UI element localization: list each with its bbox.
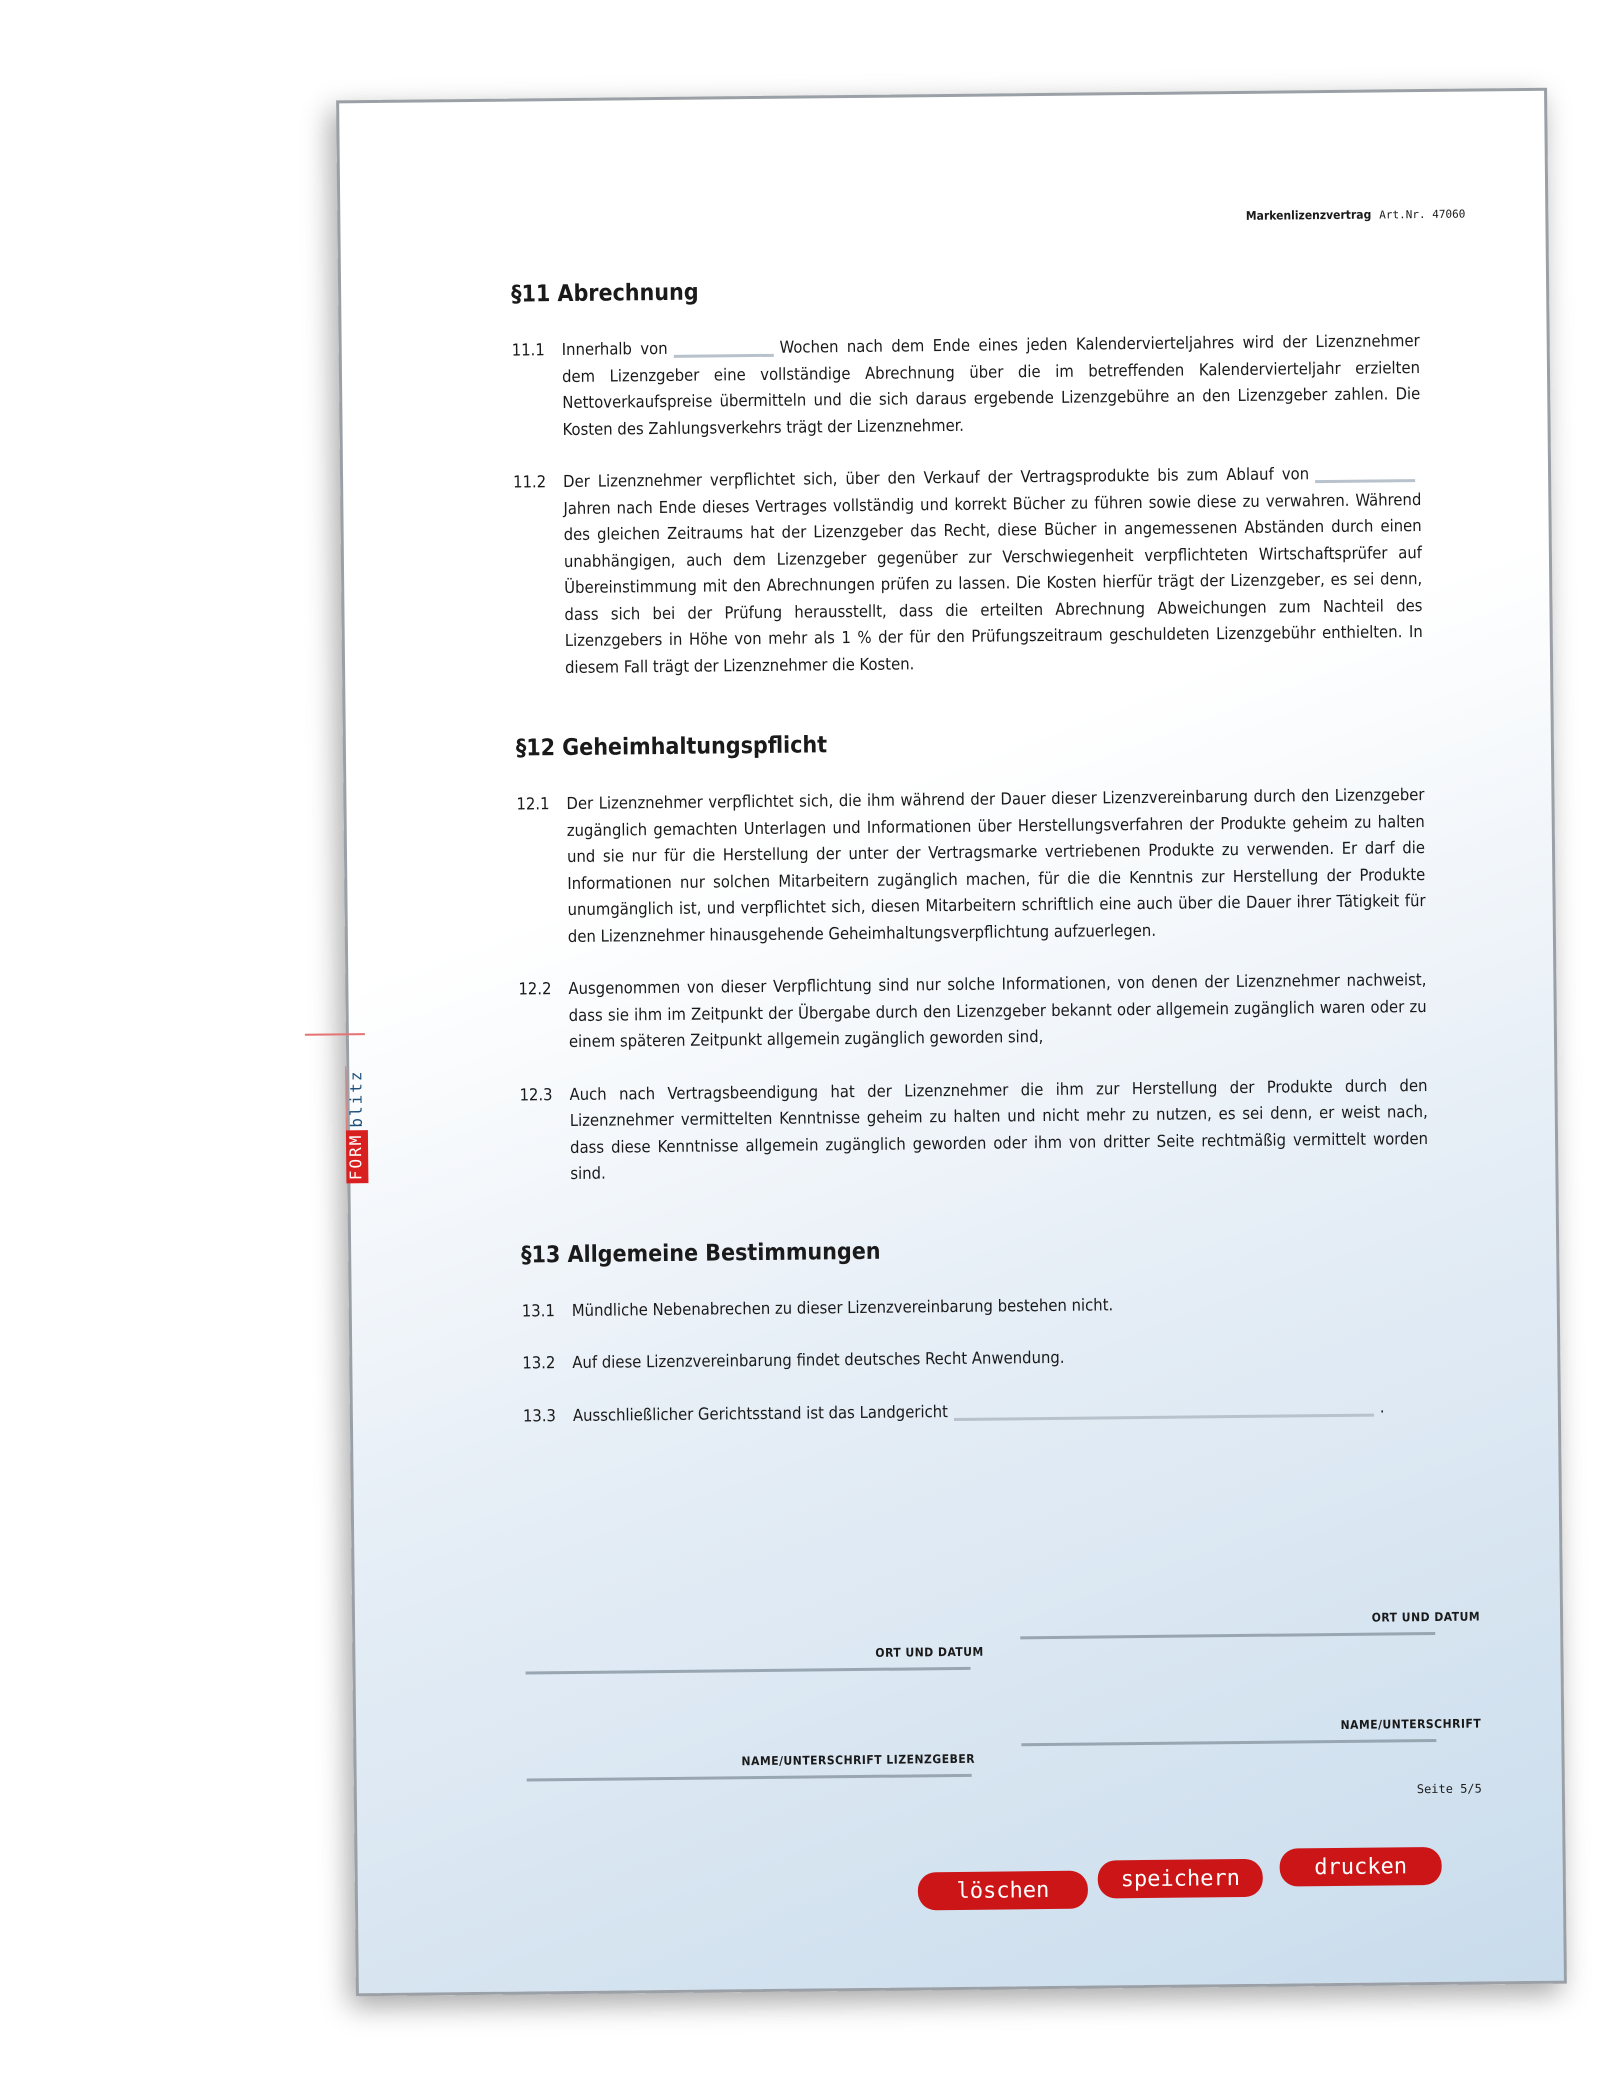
clause-12-2 bbox=[518, 967, 1427, 1056]
clause-13-3 bbox=[523, 1394, 1431, 1430]
clause-number: 12.1 bbox=[516, 794, 550, 814]
section-12 bbox=[516, 726, 1429, 1188]
clause-11-1 bbox=[512, 328, 1421, 444]
court-input[interactable] bbox=[954, 1413, 1374, 1420]
logo-blitz: blitz bbox=[345, 1066, 368, 1130]
clause-text: Wochen nach dem Ende eines jeden Kalendervierteljahres wird der Lizenznehmer dem Lizenzgeber eine vollständige Abrechnung über die im betreffenden Kalendervierteljahr erzielten Nettoverkaufspreise übermitteln und die sich daraus ergebende Lizenzgebühre an den Lizenzgeber zahlen. Die Kosten des Zahlungsverkehrs trägt der Lizenznehmer. bbox=[561, 331, 1421, 439]
delete-button[interactable]: löschen bbox=[918, 1871, 1088, 1911]
clause-number: 12.2 bbox=[518, 979, 552, 999]
sig-label-place-date-right: ORT UND DATUM bbox=[1371, 1609, 1481, 1625]
section-title: §11 Abrechnung bbox=[511, 279, 699, 308]
clause-text: Der Lizenznehmer verpflichtet sich, die ihm während der Dauer dieser Lizenzvereinbarung durch den Lizenzgeber zugänglich gemachten Unterlagen und Informationen über Herstellungsverfahren der Produkte geheim zu halten und sie nur für die Herstellung der unter der Vertragsmarke vertriebenen Produkte zu verwenden. Er darf die Informationen nur solchen Mitarbeitern zugänglich machen, für die die Kenntnis zur Herstellung der Produkte unumgänglich ist, und verpflichtet sich, diesen Mitarbeitern schriftlich eine auch über die Dauer ihrer Tätigkeit für den Lizenznehmer hinausgehende Geheimhaltungsverpflichtung aufzuerlegen. bbox=[566, 785, 1426, 946]
sig-line-licensee[interactable] bbox=[1021, 1739, 1436, 1746]
sig-line-licensor[interactable] bbox=[527, 1774, 972, 1782]
clause-number: 11.1 bbox=[511, 340, 545, 360]
clause-11-2 bbox=[513, 460, 1423, 681]
clause-12-3 bbox=[519, 1073, 1428, 1189]
sig-label-licensee: NAME/UNTERSCHRIFT bbox=[1340, 1716, 1482, 1732]
clause-text: Jahren nach Ende dieses Vertrages vollständig und korrekt Bücher zu führen sowie diese zu verwahren. Während des gleichen Zeitraums hat der Lizenzgeber das Recht, diese Bücher in angemessenen Abständen durch einen unabhängigen, auch dem Lizenzgeber gegenüber zur Verschwiegenheit verpflichteten Wirtschaftsprüfer auf Übereinstimmung mit den Abrechnungen prüfen zu lassen. Die Kosten hierfür trägt der Lizenzgeber, es sei denn, dass sich bei der Prüfung herausstellt, dass die erteilten Abrechnung Abweichungen zum Nachteil des Lizenzgebers in Höhe von mehr als 1 % der für den Prüfungszeitraum geschuldeten Lizenzgebühr enthielten. In diesem Fall trägt der Lizenznehmer die Kosten. bbox=[563, 489, 1423, 677]
clause-text: Der Lizenznehmer verpflichtet sich, über den Verkauf der Vertragsprodukte bis zum Ablauf von bbox=[563, 464, 1310, 492]
sig-line-place-date-left[interactable] bbox=[526, 1667, 971, 1675]
clause-12-1 bbox=[516, 782, 1426, 950]
document-header bbox=[1246, 207, 1466, 223]
sig-line-place-date-right[interactable] bbox=[1020, 1632, 1435, 1639]
section-13 bbox=[521, 1233, 1431, 1430]
clause-number: 13.2 bbox=[522, 1353, 556, 1373]
save-button[interactable]: speichern bbox=[1098, 1859, 1263, 1899]
clause-text: Innerhalb von bbox=[561, 338, 668, 360]
weeks-input[interactable] bbox=[674, 354, 774, 358]
section-title: §13 Allgemeine Bestimmungen bbox=[521, 1238, 881, 1269]
sig-label-licensor: NAME/UNTERSCHRIFT LIZENZGEBER bbox=[741, 1751, 976, 1769]
clause-13-2 bbox=[522, 1341, 1430, 1377]
print-button[interactable]: drucken bbox=[1279, 1847, 1441, 1887]
clause-text: Auf diese Lizenzvereinbarung findet deutsches Recht Anwendung. bbox=[572, 1347, 1065, 1372]
section-11 bbox=[511, 272, 1423, 681]
clause-number: 11.2 bbox=[513, 472, 547, 492]
clause-number: 12.3 bbox=[519, 1084, 553, 1105]
clause-text: Mündliche Nebenabrechen zu dieser Lizenzvereinbarung bestehen nicht. bbox=[571, 1294, 1114, 1320]
clause-13-1 bbox=[522, 1289, 1430, 1325]
section-title: §12 Geheimhaltungspflicht bbox=[515, 732, 828, 762]
clause-text: Auch nach Vertragsbeendigung hat der Lizenznehmer die ihm zur Herstellung der Produkte durch den Lizenznehmer vermittelten Kenntnisse geheim zu halten und nicht mehr zu nutzen, es sei denn, er weist nach, dass diese Kenntnisse allgemein zugänglich geworden oder ihm von dritter Seite rechtmäßig vermittelt worden sind. bbox=[569, 1075, 1429, 1183]
clause-number: 13.3 bbox=[522, 1405, 557, 1426]
years-input[interactable] bbox=[1315, 479, 1415, 483]
logo-form: FORM bbox=[346, 1131, 369, 1184]
clause-text: Ausschließlicher Gerichtsstand ist das Landgericht bbox=[572, 1401, 948, 1425]
page-number: Seite 5/5 bbox=[1416, 1781, 1482, 1797]
article-number: Art.Nr. 47060 bbox=[1379, 207, 1466, 222]
sig-label-place-date-left: ORT UND DATUM bbox=[875, 1644, 984, 1660]
clause-text: Ausgenommen von dieser Verpflichtung sind nur solche Informationen, von denen der Lizenznehmer nachweist, dass sie ihm im Zeitpunkt der Übergabe durch den Lizenzgeber bekannt oder allgemein zugänglich waren oder zu einem späteren Zeitpunkt allgemein zugänglich geworden sind, bbox=[568, 970, 1427, 1052]
formblitz-logo bbox=[345, 1033, 371, 1183]
document-title: Markenlizenzvertrag bbox=[1245, 207, 1372, 223]
document-page bbox=[336, 88, 1567, 1997]
clause-text: . bbox=[1379, 1396, 1385, 1417]
clause-number: 13.1 bbox=[521, 1300, 555, 1321]
